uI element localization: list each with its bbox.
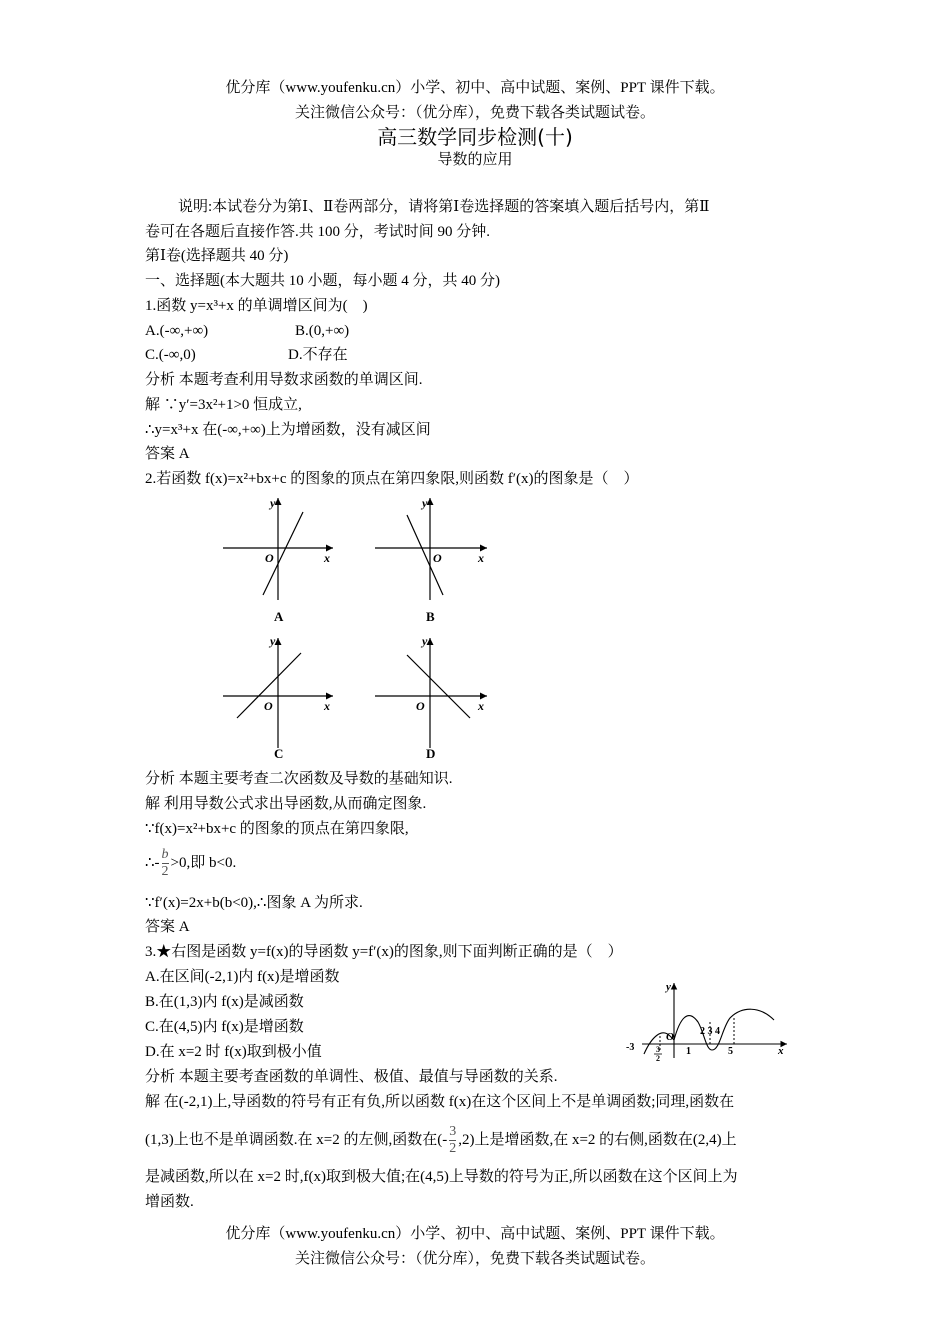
q2-a-x-label: x [324, 551, 330, 565]
q3-solution-1: 解 在(-2,1)上,导函数的符号有正有负,所以函数 f(x)在这个区间上不是单调函数;同理,函数在 [145, 1094, 735, 1110]
header-line-1: 优分库（www.youfenku.cn）小学、初中、高中试题、案例、PPT 课件下载。 [225, 80, 725, 96]
q2-d-origin: O [416, 699, 425, 713]
q2-graph-a [223, 496, 333, 624]
page-subtitle: 导数的应用 [437, 152, 513, 168]
section-1-heading: 一、选择题(本大题共 10 小题，每小题 4 分，共 40 分) [145, 273, 500, 289]
q2-graph-c [223, 634, 333, 761]
header-line-2: 关注微信公众号：（优分库），免费下载各类试题试卷。 [294, 105, 655, 121]
q2-graph-d [375, 634, 487, 761]
q2-b-y-label: y [422, 496, 428, 510]
q3-option-d: D.在 x=2 时 f(x)取到极小值 [145, 1044, 322, 1060]
q2-graphs [215, 490, 505, 770]
q1-solution-1: 解 ∵y′=3x²+1>0 恒成立, [145, 397, 302, 413]
q3-tick-5: 5 [728, 1046, 733, 1057]
q3-tick-234: 2 3 4 [700, 1026, 720, 1037]
q2-fraction-den: 2 [161, 864, 169, 880]
q3-solution-2-pre: (1,3)上也不是单调函数.在 x=2 的左侧,函数在(- [145, 1132, 448, 1148]
q2-stem: 2.若函数 f(x)=x²+bx+c 的图象的顶点在第四象限,则函数 f′(x)的图象是（ ） [145, 471, 639, 487]
q3-tick-frac-den: 2 [656, 1054, 660, 1063]
part-1-heading: 第Ⅰ卷(选择题共 40 分) [145, 248, 289, 264]
q3-solution-2 [145, 1120, 737, 1160]
q2-c-x-label: x [324, 699, 330, 713]
q2-label-d: D [426, 746, 436, 761]
q2-analysis: 分析 本题主要考查二次函数及导数的基础知识. [145, 771, 453, 787]
page-title: 高三数学同步检测(十) [377, 125, 573, 149]
q1-stem: 1.函数 y=x³+x 的单调增区间为( ) [145, 298, 368, 314]
q2-label-a: A [274, 609, 284, 624]
q2-c-origin: O [264, 699, 273, 713]
q2-d-x-label: x [478, 699, 484, 713]
q3-tick-1: 1 [686, 1046, 691, 1057]
q2-solution-3-post: >0,即 b<0. [170, 855, 237, 871]
q1-option-a: A.(-∞,+∞) [145, 323, 209, 339]
q3-origin: O [666, 1031, 674, 1043]
q2-label-c: C [274, 746, 284, 761]
q3-y-label: y [666, 981, 671, 993]
q3-tick-frac-num: 3 [656, 1045, 660, 1054]
q1-option-c: C.(-∞,0) [145, 347, 196, 363]
q3-fraction [449, 1124, 456, 1157]
q2-solution-2: ∵f(x)=x²+bx+c 的图象的顶点在第四象限, [145, 821, 409, 837]
q2-d-y-label: y [422, 634, 428, 648]
q2-fraction-num: b [161, 847, 169, 863]
q3-solution-2-post: ,2)上是增函数,在 x=2 的右侧,函数在(2,4)上 [458, 1132, 737, 1148]
q2-solution-1: 解 利用导数公式求出导函数,从而确定图象. [145, 796, 427, 812]
footer-line-1: 优分库（www.youfenku.cn）小学、初中、高中试题、案例、PPT 课件下载。 [225, 1226, 725, 1242]
q1-answer: 答案 A [145, 446, 190, 462]
q1-analysis: 分析 本题考查利用导数求函数的单调区间. [145, 372, 423, 388]
q2-a-y-label: y [270, 496, 276, 510]
q2-label-b: B [426, 609, 435, 624]
q1-solution-2: ∴y=x³+x 在(-∞,+∞)上为增函数，没有减区间 [145, 422, 431, 438]
q2-solution-4: ∵f′(x)=2x+b(b<0),∴图象 A 为所求. [145, 895, 363, 911]
q3-solution-4: 增函数. [145, 1194, 194, 1210]
q3-fraction-den: 2 [449, 1141, 457, 1157]
q3-x-label: x [778, 1045, 784, 1057]
q2-answer: 答案 A [145, 919, 190, 935]
q2-graph-b [375, 496, 487, 624]
q3-derivative-graph [622, 978, 794, 1063]
footer-line-2: 关注微信公众号：（优分库），免费下载各类试题试卷。 [294, 1251, 655, 1267]
q2-solution-3-pre: ∴- [145, 855, 160, 871]
q2-b-x-label: x [478, 551, 484, 565]
q3-solution-3: 是减函数,所以在 x=2 时,f(x)取到极大值;在(4,5)上导数的符号为正,所以函数在这个区间上为 [145, 1169, 738, 1185]
q2-solution-3 [145, 843, 236, 883]
q2-fraction [162, 847, 169, 880]
q3-option-c: C.在(4,5)内 f(x)是增函数 [145, 1019, 304, 1035]
intro-line-2: 卷可在各题后直接作答.共 100 分，考试时间 90 分钟. [145, 224, 491, 240]
q1-option-d: D.不存在 [288, 347, 348, 363]
q3-stem: 3.★右图是函数 y=f(x)的导函数 y=f′(x)的图象,则下面判断正确的是（ ） [145, 944, 623, 960]
intro-line-1: 说明:本试卷分为第Ⅰ、Ⅱ卷两部分，请将第Ⅰ卷选择题的答案填入题后括号内，第Ⅱ [178, 199, 710, 215]
q3-analysis: 分析 本题主要考查函数的单调性、极值、最值与导函数的关系. [145, 1069, 558, 1085]
q3-tick-neg3: -3 [626, 1042, 635, 1053]
q3-option-a: A.在区间(-2,1)内 f(x)是增函数 [145, 969, 340, 985]
q1-option-b: B.(0,+∞) [295, 323, 350, 339]
q3-option-b: B.在(1,3)内 f(x)是减函数 [145, 994, 304, 1010]
q3-fraction-num: 3 [449, 1124, 457, 1140]
q2-b-origin: O [433, 551, 442, 565]
q2-c-y-label: y [270, 634, 276, 648]
q2-a-origin: O [265, 551, 274, 565]
